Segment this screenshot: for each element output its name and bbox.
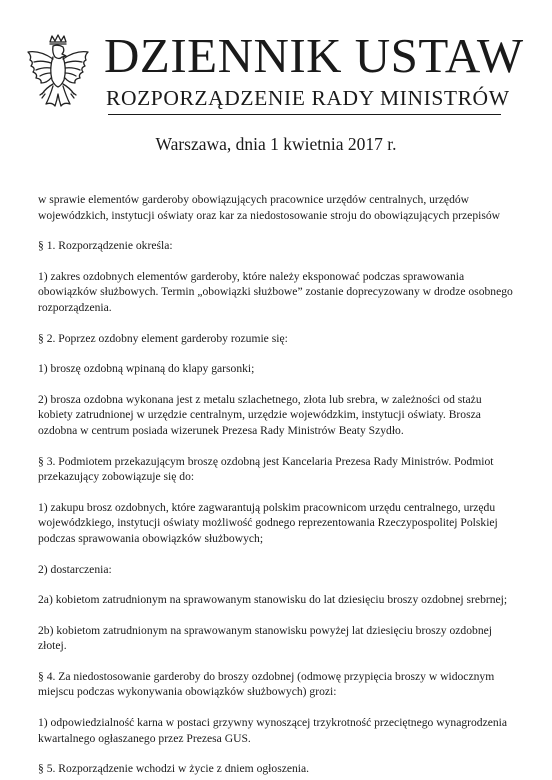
section-4-heading: § 4. Za niedostosowanie garderoby do broszy ozdobnej (odmowę przypięcia broszy w widocznym miejscu podczas wykonywania obowiązków służbowych) grozi: [38,669,495,699]
section-2-item-2: 2) brosza ozdobna wykonana jest z metalu szlachetnego, złota lub srebra, w zależności od stażu kobiety zatrudnionej w urzędzie centralnym, urzędzie wojewódzkim, instytucji oświaty. Brosza ozdobna w centrum posiada wizerunek Prezesa Rady Ministrów Beaty Szydło. [38,392,482,437]
section-2-item-1: 1) broszę ozdobną wpinaną do klapy garsonki; [38,362,255,376]
section-4-item-1: 1) odpowiedzialność karna w postaci grzywny wynoszącej trzykrotność przeciętnego wynagrodzenia kwartalnego ogłaszanego przez Prezesa GUS. [38,716,508,745]
section-2-heading: § 2. Poprzez ozdobny element garderoby rozumie się: [38,331,288,345]
document-body [38,192,516,777]
masthead-title: DZIENNIK USTAW [104,28,524,83]
section-3-item-1: 1) zakupu brosz ozdobnych, które zagwarantują polskim pracownicom urzędu centralnego, urzędu wojewódzkiego, instytucji oświaty możliwość godnego reprezentowania Rzeczypospolitej Polskiej podczas sprawowania obowiązków służbowych; [38,500,498,545]
section-3-item-2b: 2b) kobietom zatrudnionym na sprawowanym stanowisku powyżej lat dziesięciu broszy ozdobnej złotej. [38,623,492,653]
polish-eagle-emblem-icon [22,32,94,114]
intro-paragraph: w sprawie elementów garderoby obowiązujących pracownice urzędów centralnych, urzędów wojewódzkich, instytucji oświaty oraz kar za niedostosowanie stroju do obowiązujących przepisów [38,193,501,222]
masthead-rule [108,114,501,115]
section-1-item-1: 1) zakres ozdobnych elementów garderoby, które należy eksponować podczas sprawowania obowiązków służbowych. Termin „obowiązki służbowe” zostanie doprecyzowany w drodze osobnego rozporządzenia. [38,269,513,314]
section-3-item-2a: 2a) kobietom zatrudnionym na sprawowanym stanowisku do lat dziesięciu broszy ozdobnej srebrnej; [38,593,508,607]
masthead-subtitle: ROZPORZĄDZENIE RADY MINISTRÓW [106,86,510,110]
dateline: Warszawa, dnia 1 kwietnia 2017 r. [155,134,397,154]
section-3-heading: § 3. Podmiotem przekazującym broszę ozdobną jest Kancelaria Prezesa Rady Ministrów. Podmiot przekazujący zobowiązuje się do: [38,454,494,484]
section-1-heading: § 1. Rozporządzenie określa: [38,239,173,253]
section-5: § 5. Rozporządzenie wchodzi w życie z dniem ogłoszenia. [38,762,310,776]
section-3-item-2: 2) dostarczenia: [38,562,112,576]
